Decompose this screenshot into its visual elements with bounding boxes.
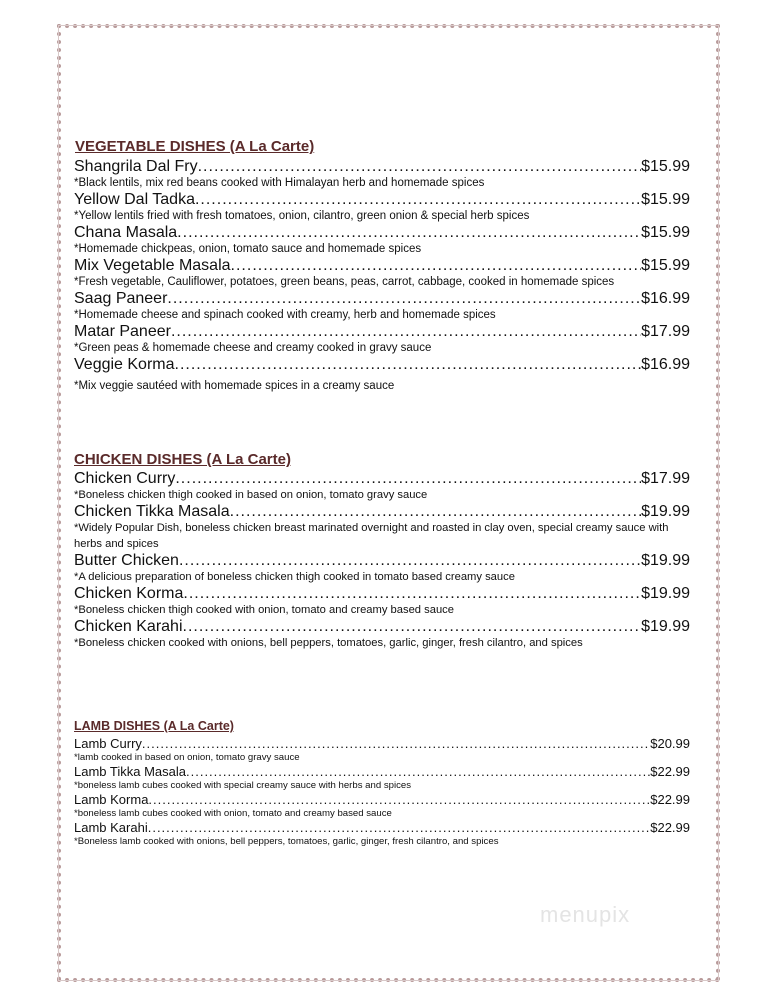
menu-item-line bbox=[74, 552, 690, 569]
menu-item-line bbox=[74, 618, 690, 635]
dot-leader bbox=[148, 820, 651, 835]
dot-leader bbox=[142, 736, 650, 751]
menu-item-description: *Boneless lamb cooked with onions, bell peppers, tomatoes, garlic, ginger, fresh cilantro, and spices bbox=[74, 836, 499, 847]
menu-item-name: Chicken Tikka Masala bbox=[74, 503, 230, 520]
menu-item-price: $15.99 bbox=[641, 158, 690, 175]
menu-item-description: *Fresh vegetable, Cauliflower, potatoes, green beans, peas, carrot, cabbage, cooked in homemade spices bbox=[74, 276, 615, 288]
menu-item-price: $19.99 bbox=[641, 618, 690, 635]
menu-item bbox=[74, 470, 690, 503]
menu-item-line bbox=[74, 323, 690, 340]
menu-item-line bbox=[74, 820, 690, 835]
menu-item-line bbox=[74, 585, 690, 602]
menu-item-description: *boneless lamb cubes cooked with special creamy sauce with herbs and spices bbox=[74, 780, 412, 791]
dot-leader bbox=[175, 356, 642, 373]
menu-item-price: $19.99 bbox=[641, 552, 690, 569]
menu-item-name: Chicken Curry bbox=[74, 470, 176, 487]
menu-item-price: $22.99 bbox=[650, 764, 690, 779]
menu-item-line bbox=[74, 764, 690, 779]
menu-item bbox=[74, 764, 690, 792]
menu-item-price: $22.99 bbox=[650, 820, 690, 835]
menu-item-price: $19.99 bbox=[641, 503, 690, 520]
menu-item-description: *Green peas & homemade cheese and creamy cooked in gravy sauce bbox=[74, 342, 432, 354]
dot-leader bbox=[195, 191, 641, 208]
menu-item-price: $17.99 bbox=[641, 323, 690, 340]
dot-leader bbox=[231, 257, 642, 274]
menu-item-description: *Mix veggie sautéed with homemade spices in a creamy sauce bbox=[74, 380, 395, 392]
menu-item-line bbox=[74, 224, 690, 241]
menu-item-line bbox=[74, 736, 690, 751]
menu-item-line bbox=[74, 792, 690, 807]
menu-item bbox=[74, 552, 690, 585]
menu-item-line bbox=[74, 356, 690, 373]
dot-leader bbox=[148, 792, 650, 807]
menu-item-line bbox=[74, 257, 690, 274]
menu-item-name: Chana Masala bbox=[74, 224, 178, 241]
menu-item bbox=[74, 356, 690, 394]
menu-item-name: Butter Chicken bbox=[74, 552, 179, 569]
menu-item bbox=[74, 503, 690, 552]
menu-item-line bbox=[74, 470, 690, 487]
menu-item bbox=[74, 820, 690, 848]
menu-item-name: Mix Vegetable Masala bbox=[74, 257, 231, 274]
menu-item-name: Saag Paneer bbox=[74, 290, 168, 307]
menu-item-name: Veggie Korma bbox=[74, 356, 175, 373]
menu-item bbox=[74, 224, 690, 257]
dot-leader bbox=[177, 224, 641, 241]
menu-item-description: *Black lentils, mix red beans cooked with Himalayan herb and homemade spices bbox=[74, 177, 485, 189]
dot-leader bbox=[171, 323, 641, 340]
menu-item-price: $22.99 bbox=[650, 792, 690, 807]
lamb-dishes-section bbox=[74, 718, 690, 848]
menu-item bbox=[74, 792, 690, 820]
dot-leader bbox=[175, 470, 641, 487]
menu-item-description: *boneless lamb cubes cooked with onion, tomato and creamy based sauce bbox=[74, 808, 392, 819]
menu-item-description: *Yellow lentils fried with fresh tomatoes, onion, cilantro, green onion & special herb spices bbox=[74, 210, 530, 222]
menu-item-name: Matar Paneer bbox=[74, 323, 171, 340]
menu-item bbox=[74, 191, 690, 224]
menu-item-description: *Widely Popular Dish, boneless chicken breast marinated overnight and roasted in clay oven, special creamy sauce with herbs and spices bbox=[74, 522, 669, 550]
menu-item bbox=[74, 736, 690, 764]
menu-item-description: *A delicious preparation of boneless chicken thigh cooked in tomato based creamy sauce bbox=[74, 571, 515, 583]
menu-item-price: $19.99 bbox=[641, 585, 690, 602]
menu-item-price: $20.99 bbox=[650, 736, 690, 751]
menu-item-price: $16.99 bbox=[641, 290, 690, 307]
menu-item-name: Chicken Karahi bbox=[74, 618, 183, 635]
menu-item-name: Chicken Korma bbox=[74, 585, 184, 602]
menu-item-name: Yellow Dal Tadka bbox=[74, 191, 195, 208]
menu-item-description: *Boneless chicken cooked with onions, bell peppers, tomatoes, garlic, ginger, fresh cilantro, and spices bbox=[74, 637, 583, 649]
menu-item bbox=[74, 618, 690, 651]
menu-item-price: $15.99 bbox=[641, 257, 690, 274]
menu-item-price: $15.99 bbox=[641, 191, 690, 208]
section-heading: LAMB DISHES (A La Carte) bbox=[74, 719, 234, 733]
menu-item bbox=[74, 158, 690, 191]
menu-item-line bbox=[74, 158, 690, 175]
menu-item-name: Lamb Curry bbox=[74, 736, 142, 751]
menu-item-description: *Homemade cheese and spinach cooked with creamy, herb and homemade spices bbox=[74, 309, 496, 321]
dot-leader bbox=[183, 585, 641, 602]
watermark-logo: menupix bbox=[540, 902, 631, 927]
section-heading: CHICKEN DISHES (A La Carte) bbox=[74, 451, 291, 468]
menu-item-name: Lamb Karahi bbox=[74, 820, 148, 835]
menu-item-name: Shangrila Dal Fry bbox=[74, 158, 198, 175]
dot-leader bbox=[167, 290, 641, 307]
dot-leader bbox=[230, 503, 641, 520]
menu-item bbox=[74, 585, 690, 618]
menu-item-description: *Boneless chicken thigh cooked with onion, tomato and creamy based sauce bbox=[74, 604, 454, 616]
menu-item-price: $15.99 bbox=[641, 224, 690, 241]
menu-item-price: $16.99 bbox=[641, 356, 690, 373]
menu-item-name: Lamb Korma bbox=[74, 792, 149, 807]
menu-item-line bbox=[74, 191, 690, 208]
menu-item bbox=[74, 323, 690, 356]
dot-leader bbox=[183, 618, 642, 635]
menu-item bbox=[74, 257, 690, 290]
dot-leader bbox=[186, 764, 650, 779]
menu-item-description: *Boneless chicken thigh cooked in based on onion, tomato gravy sauce bbox=[74, 489, 428, 501]
vegetable-dishes-section bbox=[74, 138, 690, 394]
menu-item-description: *lamb cooked in based on onion, tomato gravy sauce bbox=[74, 752, 300, 763]
menu-item-price: $17.99 bbox=[641, 470, 690, 487]
dot-leader bbox=[179, 552, 641, 569]
menu-item-description: *Homemade chickpeas, onion, tomato sauce and homemade spices bbox=[74, 243, 422, 255]
menu-item-name: Lamb Tikka Masala bbox=[74, 764, 186, 779]
dot-leader bbox=[198, 158, 641, 175]
menu-item-line bbox=[74, 290, 690, 307]
menu-item bbox=[74, 290, 690, 323]
menu-item-line bbox=[74, 503, 690, 520]
chicken-dishes-section bbox=[74, 451, 690, 651]
section-heading: VEGETABLE DISHES (A La Carte) bbox=[75, 138, 315, 155]
